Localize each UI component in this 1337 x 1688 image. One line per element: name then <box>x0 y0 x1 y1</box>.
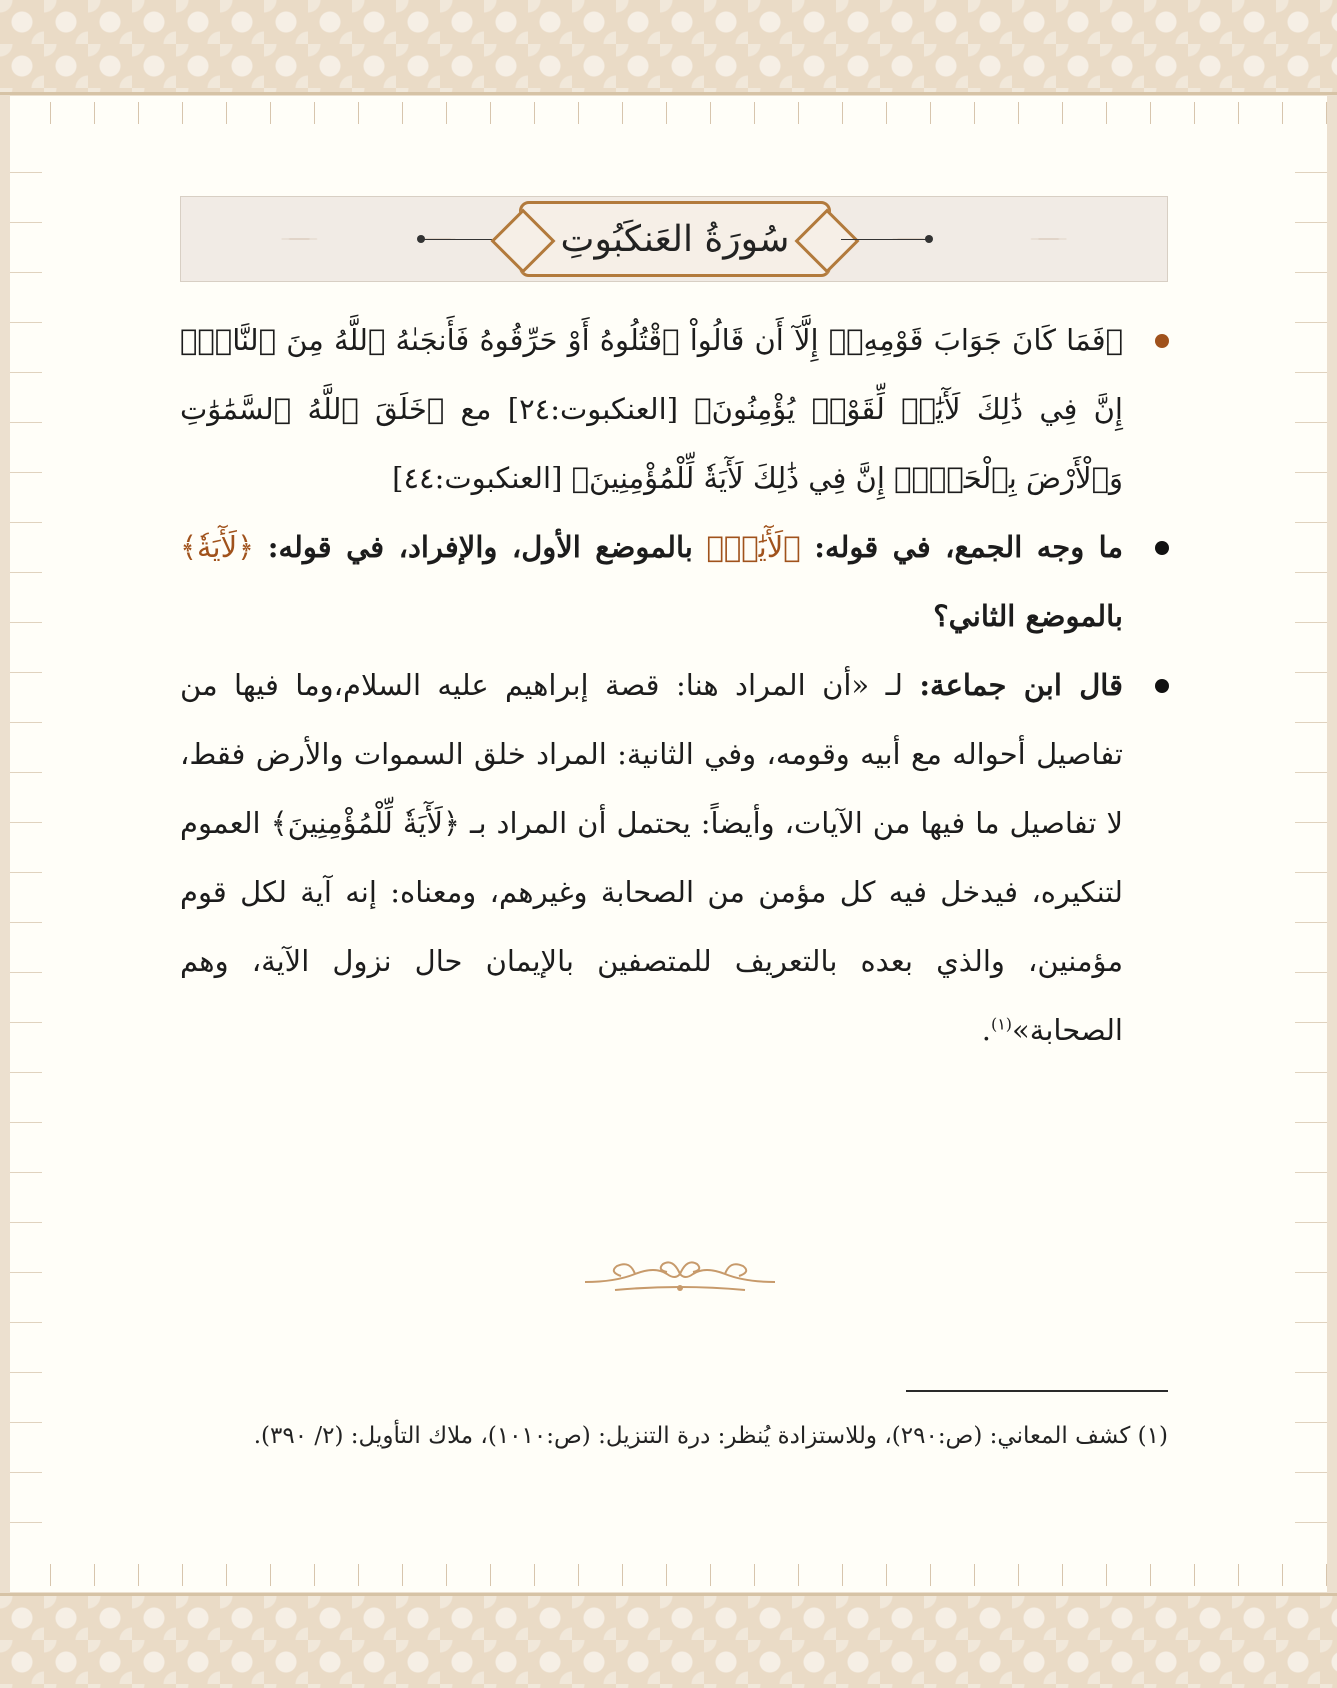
banner-line-right <box>841 239 927 240</box>
surah-header-banner <box>180 196 1168 282</box>
footnote: (١) كشف المعاني: (ص:٢٩٠)، وللاستزادة يُنظر: درة التنزيل: (ص:١٠١٠)، ملاك التأويل: (٢/ ٣٩٠). <box>253 1423 1168 1449</box>
banner-dot-right <box>925 235 933 243</box>
question-item <box>180 513 1123 651</box>
answer-end: . <box>981 1013 991 1047</box>
bullet-icon <box>1155 541 1169 555</box>
bottom-tick-ornament <box>10 1564 1327 1586</box>
answer-item <box>180 651 1123 1065</box>
right-tick-ornament <box>1295 126 1327 1562</box>
top-tick-ornament <box>10 102 1327 124</box>
page-area <box>10 96 1327 1592</box>
footnote-ref[interactable]: (١) <box>990 1014 1013 1034</box>
footnote-rule <box>906 1390 1168 1392</box>
bottom-decorative-border <box>0 1593 1337 1688</box>
quote-ayah: ﴿لَأٓيَةٗ﴾ <box>180 530 255 564</box>
divider-ornament-icon <box>575 1244 785 1304</box>
left-tick-ornament <box>10 126 42 1562</box>
main-content <box>180 306 1123 1065</box>
bullet-icon <box>1155 679 1169 693</box>
top-decorative-border <box>0 0 1337 95</box>
bullet-icon <box>1155 334 1169 348</box>
question-tail: بالموضع الثاني؟ <box>933 599 1123 633</box>
quote-ayat: ﴿لَأٓيَٰتٖ﴾ <box>706 530 801 564</box>
question-lead: ما وجه الجمع، في قوله: <box>814 530 1124 564</box>
answer-text: لـ «أن المراد هنا: قصة إبراهيم عليه السلام،وما فيها من تفاصيل أحواله مع أبيه وقومه، وفي الثانية: المراد خلق السموات والأرض فقط، لا تفاصيل ما فيها من الآيات، وأيضاً: يحتمل أن المراد بـ ﴿لَأٓيَةٗ لِّلْمُؤْمِنِينَ﴾ العموم لتنكيره، فيدخل فيه كل مؤمن من الصحابة وغيرهم، ومعناه: إنه آية لكل قوم مؤمنين، والذي بعده بالتعريف للمتصفين بالإيمان حال نزول الآية، وهم الصحابة» <box>180 668 1124 1047</box>
answer-lead: قال ابن جماعة: <box>919 668 1123 702</box>
verse-text: ﴿فَمَا كَانَ جَوَابَ قَوْمِهِۦٓ إِلَّآ أَن قَالُواْ ٱقْتُلُوهُ أَوْ حَرِّقُوهُ فَأَنجَىٰهُ ٱللَّهُ مِنَ ٱلنَّارِۚ إِنَّ فِي ذَٰلِكَ لَأٓيَٰتٖ لِّقَوْمٖ يُؤْمِنُونَ﴾ [العنكبوت:٢٤] مع ﴿خَلَقَ ٱللَّهُ ٱلسَّمَٰوَٰتِ وَٱلْأَرْضَ بِٱلْحَقِّۚ إِنَّ فِي ذَٰلِكَ لَأٓيَةٗ لِّلْمُؤْمِنِينَ﴾ [العنكبوت:٤٤] <box>180 323 1123 495</box>
verse-item <box>180 306 1123 513</box>
question-mid: بالموضع الأول، والإفراد، في قوله: <box>267 530 693 564</box>
surah-title: سُورَةُ العَنكَبُوتِ <box>560 218 790 260</box>
surah-title-cartouche <box>519 201 831 277</box>
